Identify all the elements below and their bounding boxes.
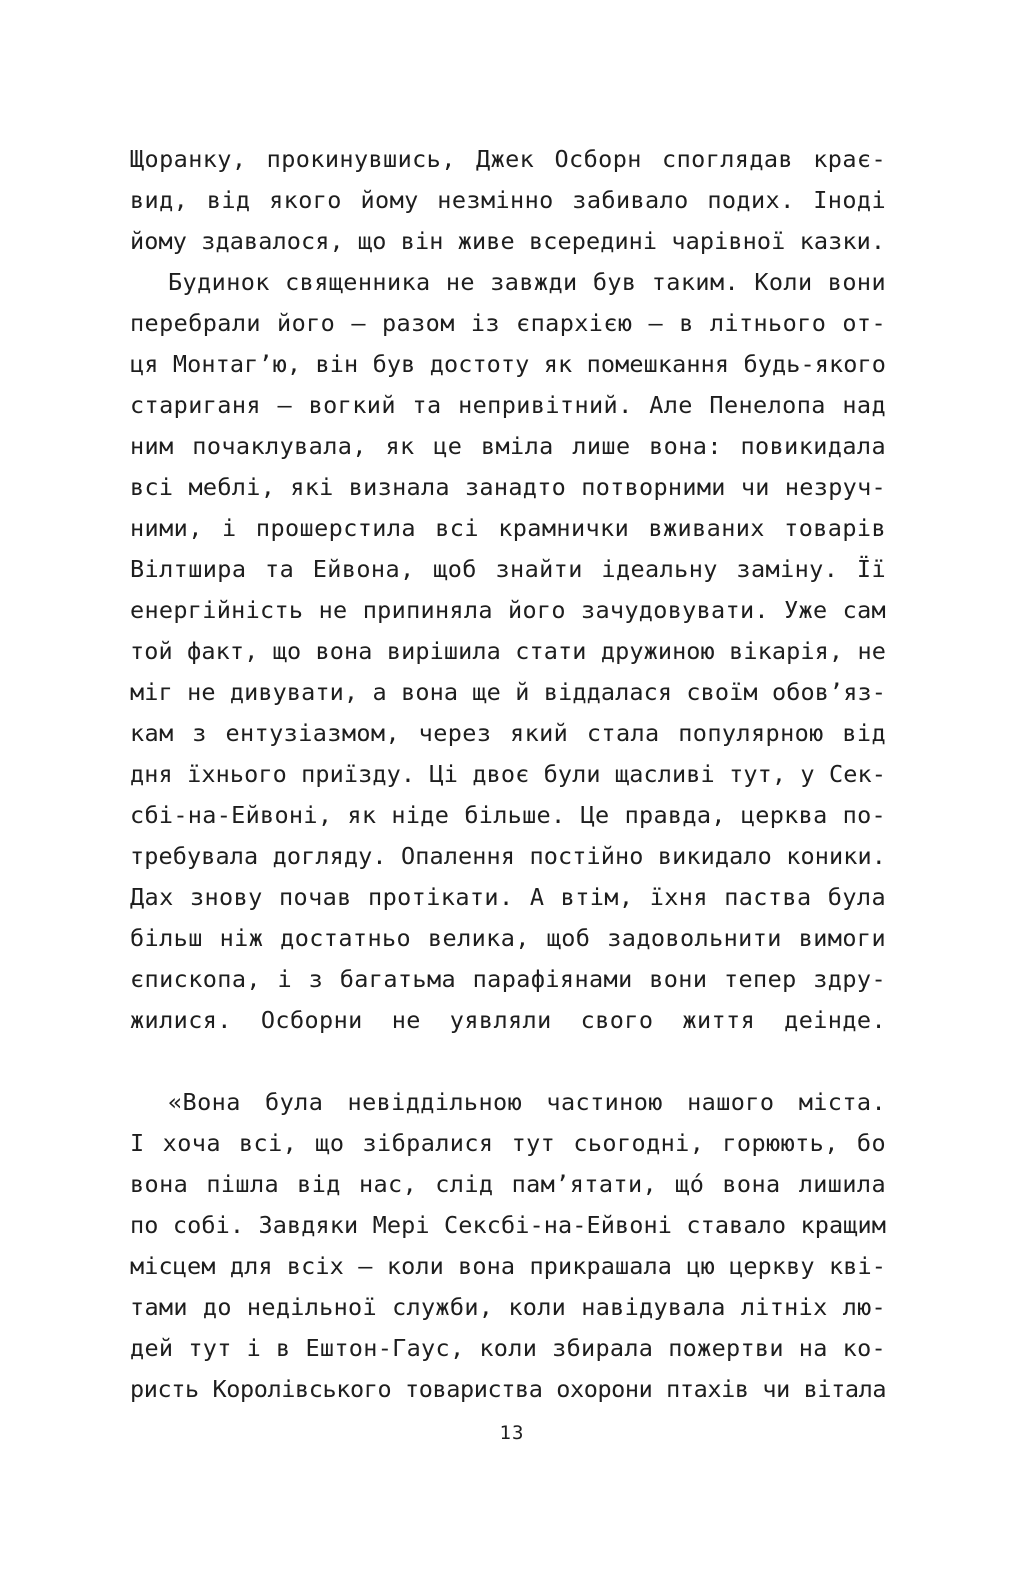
paragraph-3 bbox=[130, 1082, 886, 1410]
text-line: по собі. Завдяки Мері Сексбі-на-Ейвоні ставало кращим bbox=[130, 1211, 886, 1239]
text-line: дня їхнього приїзду. Ці двоє були щасливі тут, у Сек- bbox=[130, 760, 886, 788]
text-line: місцем для всіх — коли вона прикрашала цю церкву кві- bbox=[130, 1252, 886, 1280]
paragraph-1 bbox=[130, 139, 886, 262]
text-line: той факт, що вона вирішила стати дружиною вікарія, не bbox=[130, 637, 886, 665]
text-line: «Вона була невіддільною частиною нашого міста. bbox=[168, 1088, 886, 1116]
text-line: йому здавалося, що він живе всередині чарівної казки. bbox=[130, 227, 886, 255]
text-line: кам з ентузіазмом, через який стала популярною від bbox=[130, 719, 886, 747]
text-line: Будинок священника не завжди був таким. Коли вони bbox=[168, 268, 886, 296]
page-number: 13 bbox=[499, 1422, 525, 1444]
text-line: міг не дивувати, а вона ще й віддалася своїм обов’яз- bbox=[130, 678, 886, 706]
text-line: єпископа, і з багатьма парафіянами вони тепер здру- bbox=[130, 965, 886, 993]
paragraph-2 bbox=[130, 262, 886, 1082]
text-line: вона пішла від нас, слід пам’ятати, що́ вона лишила bbox=[130, 1170, 886, 1198]
text-line bbox=[130, 1041, 886, 1082]
text-line: жилися. Осборни не уявляли свого життя деінде. bbox=[130, 1006, 886, 1034]
text-line: ними, і прошерстила всі крамнички вживаних товарів bbox=[130, 514, 886, 542]
text-line: ця Монтаг’ю, він був достоту як помешкання будь-якого bbox=[130, 350, 886, 378]
text-line: требувала догляду. Опалення постійно викидало коники. bbox=[130, 842, 886, 870]
text-line: тами до недільної служби, коли навідувала літніх лю- bbox=[130, 1293, 886, 1321]
text-line: дей тут і в Ештон-Гаус, коли збирала пожертви на ко- bbox=[130, 1334, 886, 1362]
text-line: ним почаклувала, як це вміла лише вона: повикидала bbox=[130, 432, 886, 460]
text-line: ристь Королівського товариства охорони птахів чи вітала bbox=[130, 1375, 887, 1403]
text-line: І хоча всі, що зібралися тут сьогодні, горюють, бо bbox=[130, 1129, 886, 1157]
text-line: стариганя — вогкий та непривітний. Але Пенелопа над bbox=[130, 391, 886, 419]
text-line: більш ніж достатньо велика, щоб задовольнити вимоги bbox=[130, 924, 886, 952]
text-line: Щоранку, прокинувшись, Джек Осборн споглядав крає- bbox=[130, 145, 886, 173]
text-line: Вілтшира та Ейвона, щоб знайти ідеальну заміну. Її bbox=[130, 555, 886, 583]
text-line: перебрали його — разом із єпархією — в літнього от- bbox=[130, 309, 886, 337]
body-text bbox=[130, 139, 886, 1410]
text-line: сбі-на-Ейвоні, як ніде більше. Це правда, церква по- bbox=[130, 801, 886, 829]
text-line: Дах знову почав протікати. А втім, їхня паства була bbox=[130, 883, 886, 911]
text-line: вид, від якого йому незмінно забивало подих. Іноді bbox=[130, 186, 886, 214]
text-line: енергійність не припиняла його зачудовувати. Уже сам bbox=[130, 596, 886, 624]
text-line: всі меблі, які визнала занадто потворними чи незруч- bbox=[130, 473, 886, 501]
